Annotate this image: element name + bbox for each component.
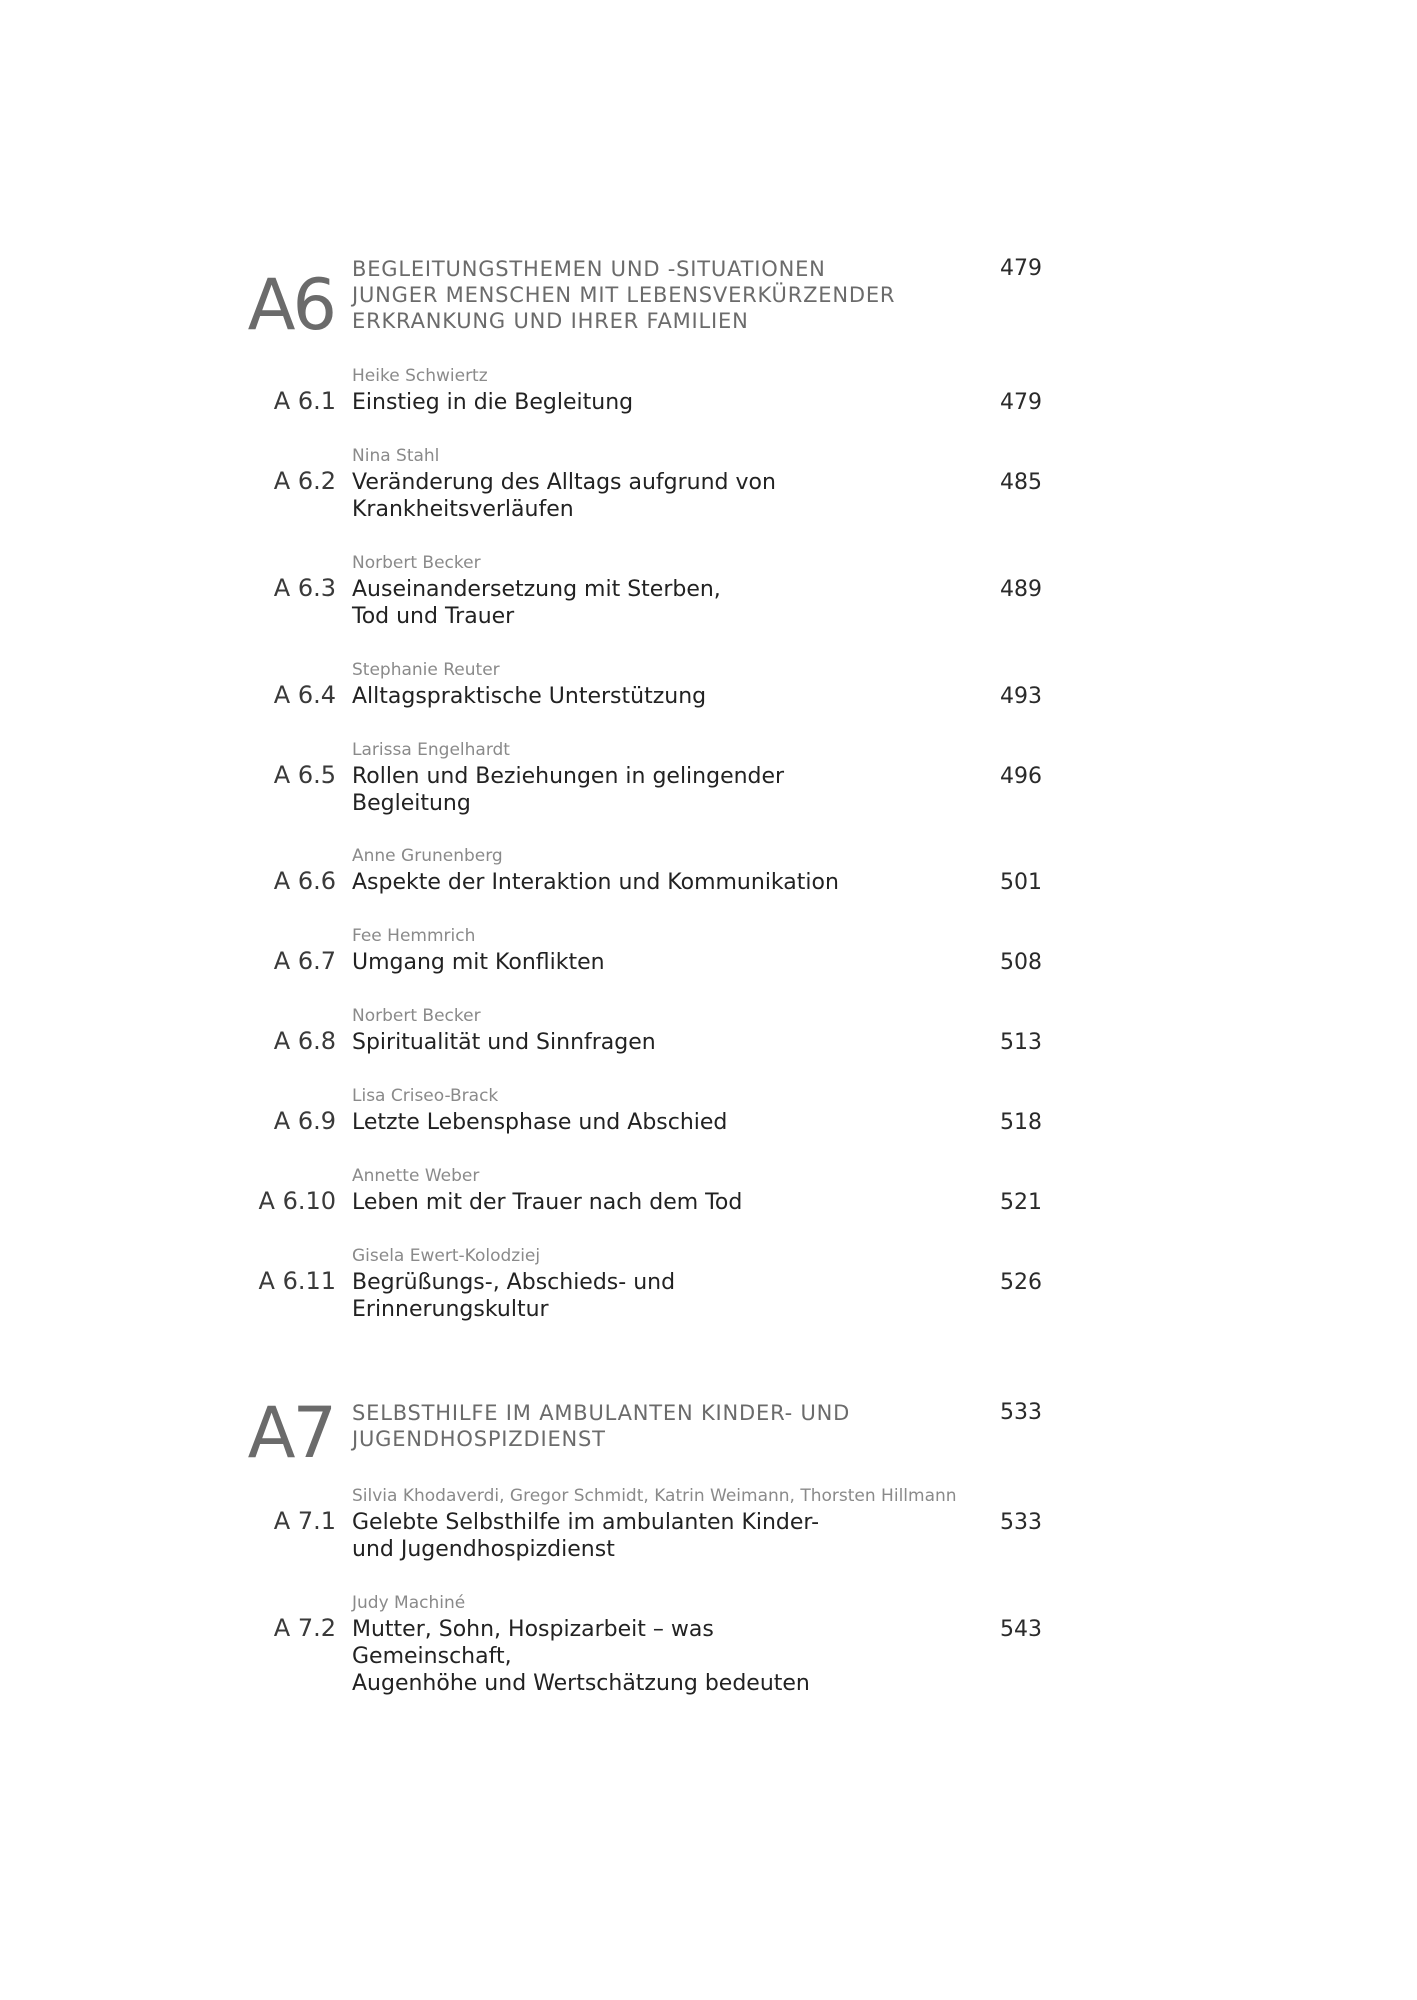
entry-title-line: Umgang mit Konflikten: [352, 950, 605, 975]
entry-title-line: Tod und Trauer: [352, 604, 515, 629]
entry-number: A 6.5: [273, 761, 336, 789]
entry-author: Stephanie Reuter: [352, 660, 500, 680]
entry-title-line: Leben mit der Trauer nach dem Tod: [352, 1190, 743, 1215]
section-title: [352, 256, 952, 334]
entry-title-line: Mutter, Sohn, Hospizarbeit – was Gemeinschaft,: [352, 1617, 714, 1669]
entry-title: [352, 869, 872, 896]
entry-number: A 6.4: [273, 681, 336, 709]
entry-number: A 6.8: [273, 1027, 336, 1055]
entry-author: Larissa Engelhardt: [352, 740, 510, 760]
entry-title: [352, 1109, 872, 1136]
entry-number: A 6.1: [273, 387, 336, 415]
page-number: 513: [1000, 1030, 1042, 1055]
entry-title-line: Rollen und Beziehungen in gelingender: [352, 764, 785, 789]
entry-title-line: Begrüßungs-, Abschieds- und: [352, 1270, 676, 1295]
entry-title: [352, 1616, 872, 1697]
entry-author: Anne Grunenberg: [352, 846, 503, 866]
entry-title-line: Auseinandersetzung mit Sterben,: [352, 577, 721, 602]
section-title-line: SELBSTHILFE IM AMBULANTEN KINDER- UND: [352, 1401, 851, 1425]
entry-title: [352, 1189, 872, 1216]
entry-title: [352, 469, 872, 523]
entry-author: Heike Schwiertz: [352, 366, 488, 386]
page-number: 489: [1000, 577, 1042, 602]
page-number: 496: [1000, 764, 1042, 789]
entry-title-line: Gelebte Selbsthilfe im ambulanten Kinder-: [352, 1510, 820, 1535]
entry-author: Silvia Khodaverdi, Gregor Schmidt, Katrin Weimann, Thorsten Hillmann: [352, 1486, 957, 1506]
entry-title-line: Erinnerungskultur: [352, 1297, 549, 1322]
entry-title: [352, 1509, 872, 1563]
entry-author: Gisela Ewert-Kolodziej: [352, 1246, 541, 1266]
entry-title-line: Veränderung des Alltags aufgrund von: [352, 470, 776, 495]
entry-title: [352, 763, 872, 817]
page-number: 543: [1000, 1617, 1042, 1642]
page-number: 518: [1000, 1110, 1042, 1135]
entry-number: A 6.10: [258, 1187, 336, 1215]
entry-number: A 6.11: [258, 1267, 336, 1295]
page-number: 533: [1000, 1400, 1042, 1425]
entry-title-line: und Jugendhospizdienst: [352, 1537, 615, 1562]
entry-title-line: Augenhöhe und Wertschätzung bedeuten: [352, 1671, 810, 1696]
section-title-line: JUNGER MENSCHEN MIT LEBENSVERKÜRZENDER: [352, 283, 896, 307]
entry-title: [352, 576, 872, 630]
entry-number: A 6.2: [273, 467, 336, 495]
entry-author: Judy Machiné: [352, 1593, 466, 1613]
entry-author: Norbert Becker: [352, 1006, 481, 1026]
section-title-line: JUGENDHOSPIZDIENST: [352, 1427, 606, 1451]
entry-title-line: Begleitung: [352, 791, 471, 816]
entry-title: [352, 683, 872, 710]
entry-title: [352, 949, 872, 976]
entry-author: Annette Weber: [352, 1166, 480, 1186]
entry-title-line: Spiritualität und Sinnfragen: [352, 1030, 656, 1055]
entry-number: A 7.1: [273, 1507, 336, 1535]
page-number: 508: [1000, 950, 1042, 975]
entry-number: A 7.2: [273, 1614, 336, 1642]
page-number: 526: [1000, 1270, 1042, 1295]
entry-title-line: Krankheitsverläufen: [352, 497, 574, 522]
section-number: A7: [247, 1392, 334, 1474]
page-number: 485: [1000, 470, 1042, 495]
entry-author: Fee Hemmrich: [352, 926, 476, 946]
entry-title: [352, 389, 872, 416]
section-title: [352, 1400, 952, 1452]
entry-number: A 6.6: [273, 867, 336, 895]
entry-author: Lisa Criseo-Brack: [352, 1086, 499, 1106]
page-number: 521: [1000, 1190, 1042, 1215]
section-title-line: BEGLEITUNGSTHEMEN UND -SITUATIONEN: [352, 257, 826, 281]
entry-title: [352, 1269, 872, 1323]
entry-title-line: Aspekte der Interaktion und Kommunikation: [352, 870, 839, 895]
entry-author: Norbert Becker: [352, 553, 481, 573]
section-title-line: ERKRANKUNG UND IHRER FAMILIEN: [352, 309, 749, 333]
entry-author: Nina Stahl: [352, 446, 440, 466]
entry-number: A 6.7: [273, 947, 336, 975]
page-number: 501: [1000, 870, 1042, 895]
page-number: 479: [1000, 256, 1042, 281]
entry-title-line: Letzte Lebensphase und Abschied: [352, 1110, 728, 1135]
page-number: 533: [1000, 1510, 1042, 1535]
section-number: A6: [247, 264, 334, 346]
entry-title-line: Einstieg in die Begleitung: [352, 390, 634, 415]
entry-title: [352, 1029, 872, 1056]
entry-number: A 6.3: [273, 574, 336, 602]
entry-title-line: Alltagspraktische Unterstützung: [352, 684, 707, 709]
page-number: 479: [1000, 390, 1042, 415]
page-number: 493: [1000, 684, 1042, 709]
entry-number: A 6.9: [273, 1107, 336, 1135]
